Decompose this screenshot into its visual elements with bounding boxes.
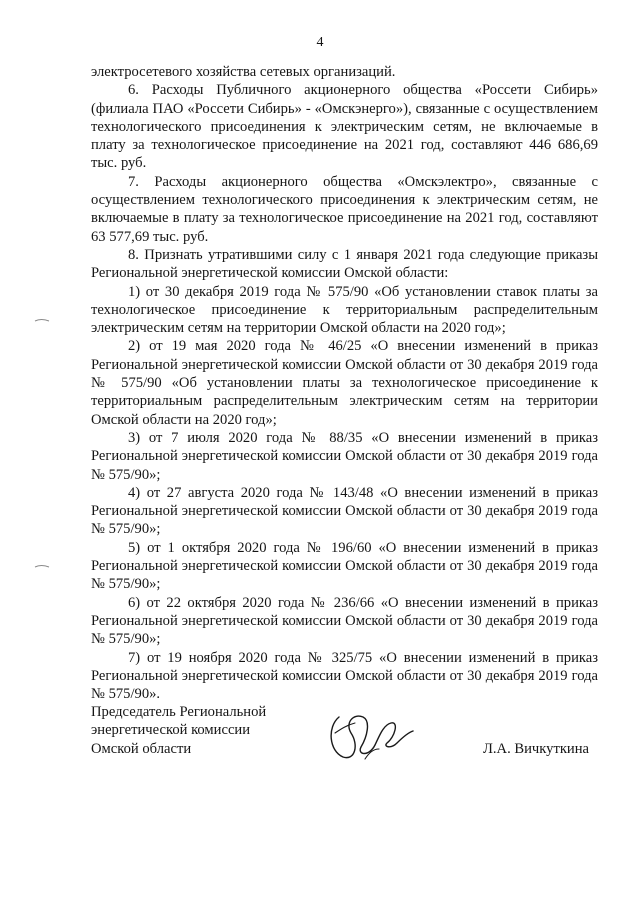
signatory-position	[91, 703, 266, 758]
paragraph-item-7: 7. Расходы акционерного общества «Омскэлектро», связанные с осуществлением технологического присоединения к электрическим сетям, не включаемые в плату за технологическое присоединение на 2021 год, составляют 63 577,69 тыс. руб.	[91, 173, 598, 245]
list-item-5: 5) от 1 октября 2020 года № 196/60 «О внесении изменений в приказ Региональной энергетической комиссии Омской области от 30 декабря 2019 года № 575/90»;	[91, 539, 598, 593]
signatory-position-line: Омской области	[91, 740, 192, 757]
signature-block	[91, 703, 598, 773]
paragraph-continuation: электросетевого хозяйства сетевых организаций.	[91, 64, 396, 80]
list-item-4: 4) от 27 августа 2020 года № 143/48 «О внесении изменений в приказ Региональной энергетической комиссии Омской области от 30 декабря 2019 года № 575/90»;	[91, 484, 598, 538]
page-number: 4	[316, 35, 324, 50]
list-item-6: 6) от 22 октября 2020 года № 236/66 «О внесении изменений в приказ Региональной энергетической комиссии Омской области от 30 декабря 2019 года № 575/90»;	[91, 594, 598, 648]
handwritten-signature	[321, 703, 421, 767]
signatory-position-line: энергетической комиссии	[91, 722, 251, 739]
paragraph-item-8: 8. Признать утратившими силу с 1 января 2021 года следующие приказы Региональной энергетической комиссии Омской области:	[91, 246, 598, 282]
list-item-1: 1) от 30 декабря 2019 года № 575/90 «Об установлении ставок платы за технологическое присоединение к территориальным распределительным электрическим сетям на территории Омской области на 2020 год»;	[91, 283, 598, 337]
margin-mark	[34, 317, 50, 323]
document-body	[91, 63, 598, 703]
signatory-name: Л.А. Вичкуткина	[483, 740, 590, 757]
list-item-2: 2) от 19 мая 2020 года № 46/25 «О внесении изменений в приказ Региональной энергетической комиссии Омской области от 30 декабря 2019 года № 575/90 «Об установлении платы за технологическое присоединение к территориальным распределительным электрическим сетям на территории Омской области на 2020 год»;	[91, 338, 598, 428]
paragraph-item-6: 6. Расходы Публичного акционерного общества «Россети Сибирь» (филиала ПАО «Россети Сибирь» - «Омскэнерго»), связанные с осуществлением технологического присоединения к электрическим сетям, не включаемые в плату за технологическое присоединение на 2021 год, составляют 446 686,69 тыс. руб.	[91, 82, 598, 172]
list-item-3: 3) от 7 июля 2020 года № 88/35 «О внесении изменений в приказ Региональной энергетической комиссии Омской области от 30 декабря 2019 года № 575/90»;	[91, 429, 598, 483]
signatory-position-line: Председатель Региональной	[91, 704, 267, 720]
list-item-7: 7) от 19 ноября 2020 года № 325/75 «О внесении изменений в приказ Региональной энергетической комиссии Омской области от 30 декабря 2019 года № 575/90».	[91, 649, 598, 703]
margin-mark	[34, 563, 50, 569]
